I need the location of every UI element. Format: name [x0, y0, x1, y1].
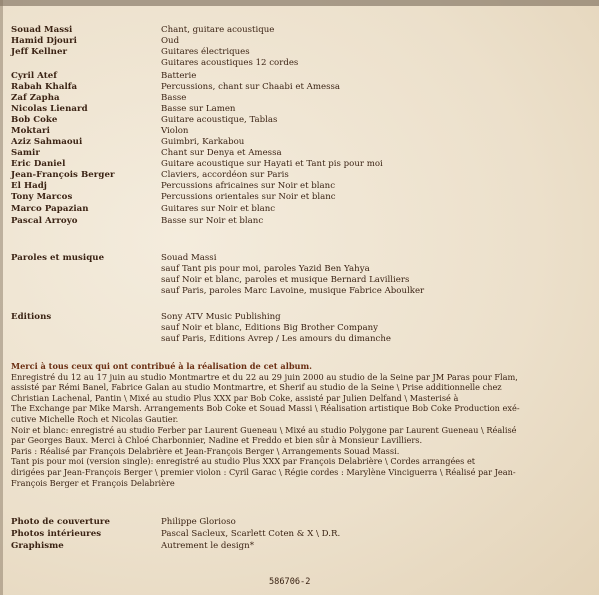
- editions-row: [0, 334, 599, 345]
- editions-line: sauf Noir et blanc, Editions Big Brother Company: [161, 323, 379, 333]
- credit-role: Guimbri, Karkabou: [161, 137, 245, 147]
- credit-role: Guitares électriques: [161, 47, 250, 57]
- lyrics-label: Paroles et musique: [11, 253, 105, 263]
- recording-line: Christian Lachenal, Pantin \ Mixé au studio Plus XXX par Bob Coke, assisté par Julien Delfand \ Masterisé à: [11, 392, 459, 403]
- recording-line: François Berger et François Delabrière: [11, 477, 175, 488]
- credit-name: Zaf Zapha: [11, 93, 60, 103]
- editions-label: Editions: [11, 312, 52, 322]
- editions-line: sauf Paris, Editions Avrep / Les amours du dimanche: [161, 334, 391, 344]
- credit-role: Basse sur Noir et blanc: [161, 216, 264, 226]
- credit-name: Hamid Djouri: [11, 36, 77, 46]
- credit-name: Cyril Atef: [11, 71, 58, 81]
- credit-row: [0, 71, 599, 82]
- credit-role: Percussions, chant sur Chaabi et Amessa: [161, 82, 341, 92]
- photo-credit-row: [0, 517, 599, 528]
- recording-line: dirigées par Jean-François Berger \ premier violon : Cyril Garac \ Régie cordes : Marylène Vinciguerra \ Réalisé par Jean-: [11, 466, 516, 477]
- editions-row: [0, 312, 599, 323]
- credit-role: Basse: [161, 93, 187, 103]
- credit-name: Rabah Khalfa: [11, 82, 78, 92]
- photo-credit-name: Photo de couverture: [11, 517, 110, 527]
- credit-name: Moktari: [11, 126, 50, 136]
- lyrics-line: sauf Noir et blanc, paroles et musique Bernard Lavilliers: [161, 275, 410, 285]
- credit-role: Guitare acoustique, Tablas: [161, 115, 278, 125]
- credit-row: [0, 137, 599, 148]
- photo-credit-role: Philippe Glorioso: [161, 517, 236, 527]
- photo-credit-row: [0, 529, 599, 540]
- lyrics-row: [0, 286, 599, 297]
- credit-row: [0, 104, 599, 115]
- photo-credit-name: Photos intérieures: [11, 529, 102, 539]
- credit-name: Marco Papazian: [11, 204, 89, 214]
- credit-role: Violon: [161, 126, 189, 136]
- lyrics-line: sauf Tant pis pour moi, paroles Yazid Ben Yahya: [161, 264, 370, 274]
- lyrics-row: [0, 253, 599, 264]
- lyrics-row: [0, 264, 599, 275]
- top-edge-shadow: [0, 0, 599, 6]
- credit-row: [0, 159, 599, 170]
- editions-row: [0, 323, 599, 334]
- lyrics-row: [0, 275, 599, 286]
- recording-line: Noir et blanc: enregistré au studio Ferber par Laurent Gueneau \ Mixé au studio Polygone par Laurent Gueneau \ Réalisé: [11, 424, 517, 435]
- credit-row: [0, 204, 599, 215]
- editions-line: Sony ATV Music Publishing: [161, 312, 281, 322]
- credit-row: [0, 192, 599, 203]
- credit-role: Batterie: [161, 71, 197, 81]
- credit-row: [0, 181, 599, 192]
- credit-row: [0, 36, 599, 47]
- credit-role: Percussions africaines sur Noir et blanc: [161, 181, 336, 191]
- credit-name: Tony Marcos: [11, 192, 73, 202]
- recording-line: par Georges Baux. Merci à Chloé Charbonnier, Nadine et Freddo et bien sûr à Monsieur Lavilliers.: [11, 435, 423, 446]
- recording-line: The Exchange par Mike Marsh. Arrangements Bob Coke et Souad Massi \ Réalisation artistique Bob Coke Production exé-: [11, 403, 520, 414]
- credit-row: [0, 25, 599, 36]
- credit-row: [0, 148, 599, 159]
- credit-name: Aziz Sahmaoui: [11, 137, 83, 147]
- credit-role: Guitares acoustiques 12 cordes: [161, 58, 299, 68]
- credit-role: Guitare acoustique sur Hayati et Tant pis pour moi: [161, 159, 383, 169]
- credit-name: Jean-François Berger: [11, 170, 115, 180]
- photo-credit-role: Pascal Sacleux, Scarlett Coten & X \ D.R.: [161, 529, 341, 539]
- credit-name: Pascal Arroyo: [11, 216, 78, 226]
- recording-line: assisté par Rémi Banel, Fabrice Galan au studio Montmartre, et Sherif au studio de la Seine \ Prise additionnelle chez: [11, 382, 502, 393]
- credit-row: [0, 93, 599, 104]
- credit-row: [0, 82, 599, 93]
- credit-row: [0, 47, 599, 58]
- recording-line: Enregistré du 12 au 17 juin au studio Montmartre et du 22 au 29 juin 2000 au studio de la Seine par JM Paras pour Flam,: [11, 371, 518, 382]
- lyrics-line: Souad Massi: [161, 253, 217, 263]
- credit-row: [0, 170, 599, 181]
- credit-name: Nicolas Lienard: [11, 104, 88, 114]
- credit-row: [0, 216, 599, 227]
- credit-row: [0, 115, 599, 126]
- recording-notes: [11, 361, 591, 488]
- credit-row: [0, 58, 599, 69]
- recording-line: Paris : Réalisé par François Delabrière et Jean-François Berger \ Arrangements Souad Massi.: [11, 445, 400, 456]
- credit-row: [0, 126, 599, 137]
- credit-name: Eric Daniel: [11, 159, 66, 169]
- credit-role: Chant, guitare acoustique: [161, 25, 275, 35]
- credit-role: Claviers, accordéon sur Paris: [161, 170, 289, 180]
- recording-line: Tant pis pour moi (version single): enregistré au studio Plus XXX par François Delabrière \ Cordes arrangées et: [11, 456, 476, 467]
- credit-role: Percussions orientales sur Noir et blanc: [161, 192, 336, 202]
- photo-credit-role: Autrement le design*: [161, 541, 254, 551]
- lyrics-line: sauf Paris, paroles Marc Lavoine, musique Fabrice Aboulker: [161, 286, 425, 296]
- credit-name: Souad Massi: [11, 25, 73, 35]
- credit-role: Oud: [161, 36, 180, 46]
- thanks-line: Merci à tous ceux qui ont contribué à la réalisation de cet album.: [11, 361, 313, 371]
- credit-name: Bob Coke: [11, 115, 58, 125]
- photo-credit-row: [0, 541, 599, 552]
- photo-credit-name: Graphisme: [11, 541, 64, 551]
- recording-line: cutive Michelle Roch et Nicolas Gautier.: [11, 413, 179, 424]
- catalog-number: 586706-2: [269, 577, 311, 587]
- credit-role: Chant sur Denya et Amessa: [161, 148, 282, 158]
- credit-role: Guitares sur Noir et blanc: [161, 204, 276, 214]
- credit-name: Jeff Kellner: [11, 47, 68, 57]
- credit-name: El Hadj: [11, 181, 47, 191]
- credit-name: Samir: [11, 148, 40, 158]
- credit-role: Basse sur Lamen: [161, 104, 236, 114]
